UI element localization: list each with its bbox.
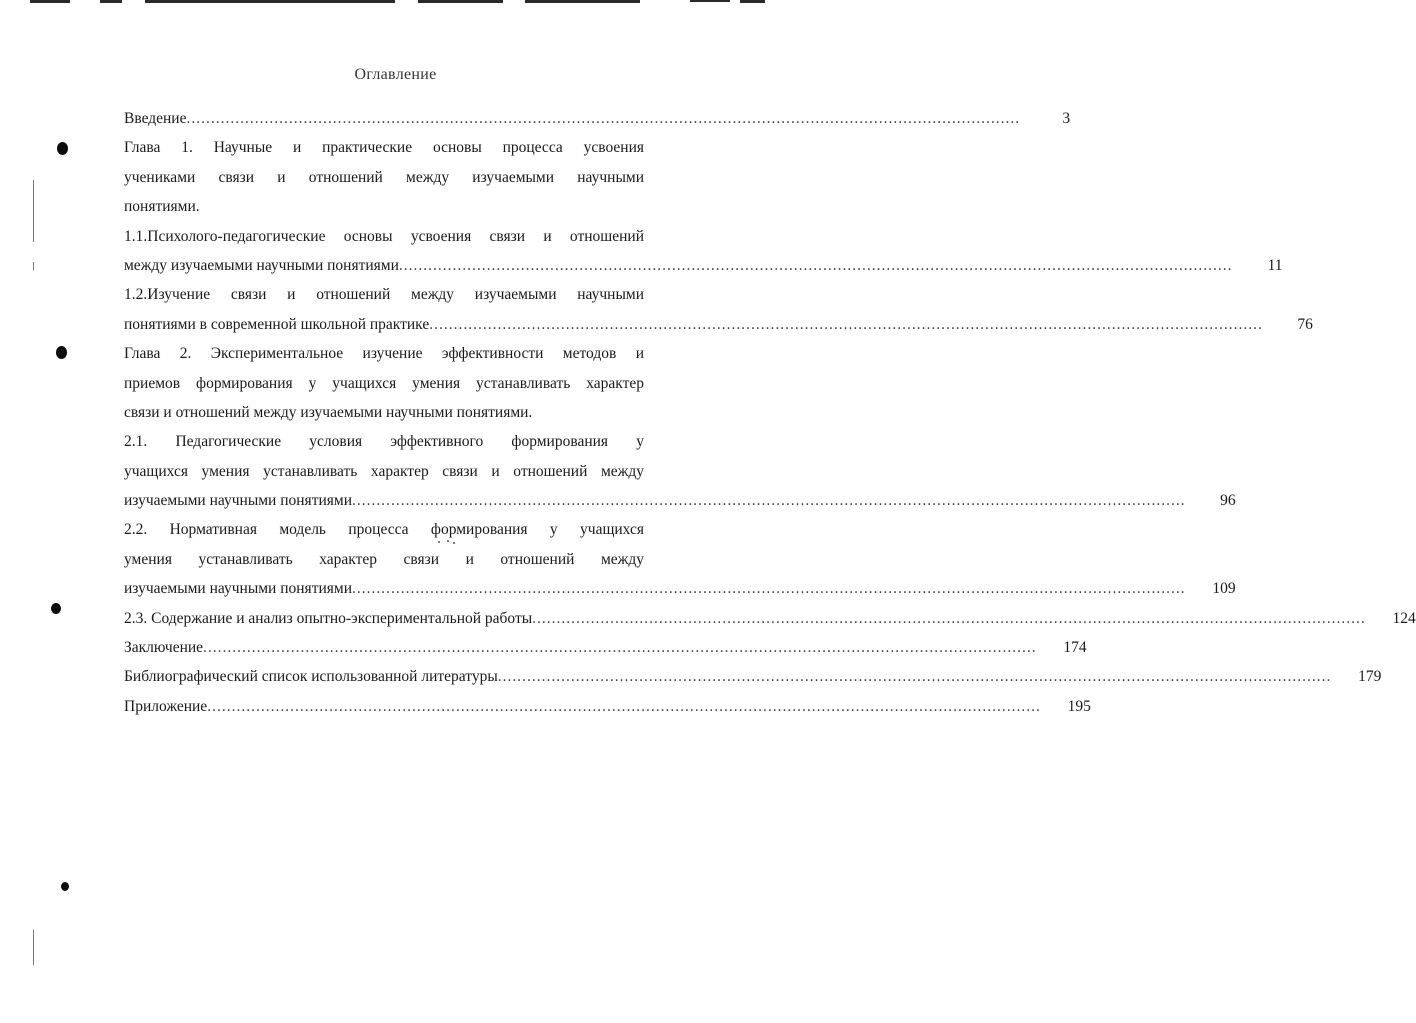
punch-hole-mark <box>51 603 61 614</box>
margin-line <box>33 262 34 270</box>
scan-artifact-rule <box>100 0 122 3</box>
dot-leader: ........................................................................................................................................................................... <box>207 697 1041 715</box>
toc-page-number: 76 <box>1297 315 1313 333</box>
dot-leader: ........................................................................................................................................................................... <box>352 492 1186 510</box>
toc-entry-chapter-2-cont: связи и отношений между изучаемыми научными понятиями. <box>124 403 533 421</box>
toc-entry-text: Введение <box>124 110 187 127</box>
punch-hole-mark <box>57 142 68 155</box>
toc-entry-section-2-1-cont: учащихся умения устанавливать характер связи и отношений между <box>124 462 644 480</box>
margin-line <box>33 930 34 965</box>
toc-page-number: 109 <box>1212 580 1236 598</box>
toc-entry-section-2-1[interactable]: 2.1. Педагогические условия эффективного формирования у <box>124 433 644 451</box>
toc-entry-conclusion[interactable] <box>124 633 1087 662</box>
toc-entry-section-2-2[interactable]: 2.2. Нормативная модель процесса формирования у учащихся <box>124 521 644 539</box>
toc-page-number: 179 <box>1358 668 1382 686</box>
toc-entry-section-2-3[interactable] <box>124 604 1416 633</box>
dot-leader: ........................................................................................................................................................................... <box>398 256 1233 274</box>
toc-entry-section-1-1-cont <box>124 251 1283 280</box>
scan-artifact-rule <box>30 0 70 3</box>
toc-entry-text: понятиями в современной школьной практике <box>124 315 430 333</box>
punch-hole-mark <box>61 882 69 891</box>
toc-entry-section-2-1-cont <box>124 486 1236 515</box>
toc-entry-introduction[interactable] <box>124 104 1071 133</box>
toc-entry-section-1-1[interactable]: 1.1.Психолого-педагогические основы усвоения связи и отношений <box>124 227 644 245</box>
toc-entry-section-2-2-cont <box>124 574 1236 603</box>
toc-entry-text: Заключение <box>124 639 204 657</box>
dot-leader: ........................................................................................................................................................................... <box>352 580 1186 598</box>
scan-artifact-rule <box>145 0 395 3</box>
toc-entry-text: изучаемыми научными понятиями <box>124 580 352 598</box>
dot-leader: ........................................................................................................................................................................... <box>186 110 1021 127</box>
toc-page-number: 11 <box>1267 256 1283 274</box>
dot-leader: ........................................................................................................................................................................... <box>532 609 1366 627</box>
toc-page-number: 124 <box>1392 609 1416 627</box>
toc-entry-text: Библиографический список использованной литературы <box>124 668 498 686</box>
toc-title: Оглавление <box>354 66 437 83</box>
toc-entry-section-1-2[interactable]: 1.2.Изучение связи и отношений между изучаемыми научными <box>124 286 644 304</box>
toc-entry-chapter-2-cont: приемов формирования у учащихся умения устанавливать характер <box>124 374 644 392</box>
table-of-contents <box>124 104 1416 721</box>
toc-entry-chapter-1-cont: понятиями. <box>124 198 200 216</box>
toc-entry-section-1-2-cont <box>124 310 1313 339</box>
toc-page-number: 96 <box>1220 492 1236 510</box>
margin-line <box>33 180 34 242</box>
toc-entry-chapter-2[interactable]: Глава 2. Экспериментальное изучение эффективности методов и <box>124 345 644 363</box>
toc-page-number: 195 <box>1067 697 1091 715</box>
punch-hole-mark <box>56 346 67 359</box>
scan-artifact-rule <box>690 0 730 2</box>
dot-leader: ........................................................................................................................................................................... <box>497 668 1332 686</box>
toc-entry-text: Приложение <box>124 697 208 715</box>
dot-leader: ........................................................................................................................................................................... <box>203 639 1037 657</box>
toc-entry-text: 2.3. Содержание и анализ опытно-экспериментальной работы <box>124 609 533 627</box>
toc-entry-text: между изучаемыми научными понятиями <box>124 256 399 274</box>
dot-leader: ........................................................................................................................................................................... <box>429 315 1263 333</box>
toc-page-number: 174 <box>1063 639 1087 657</box>
toc-entry-chapter-1-cont: учениками связи и отношений между изучаемыми научными <box>124 168 644 186</box>
toc-entry-appendix[interactable] <box>124 692 1091 721</box>
scan-artifact-rule <box>418 0 503 3</box>
toc-entry-bibliography[interactable] <box>124 662 1382 691</box>
toc-entry-section-2-2-cont: умения устанавливать характер связи и отношений между <box>124 550 644 568</box>
scan-artifact-rule <box>525 0 640 3</box>
toc-entry-chapter-1[interactable]: Глава 1. Научные и практические основы процесса усвоения <box>124 139 644 157</box>
toc-entry-text: изучаемыми научными понятиями <box>124 492 352 510</box>
scan-artifact-rule <box>740 0 765 3</box>
toc-page-number: 3 <box>1062 110 1071 127</box>
